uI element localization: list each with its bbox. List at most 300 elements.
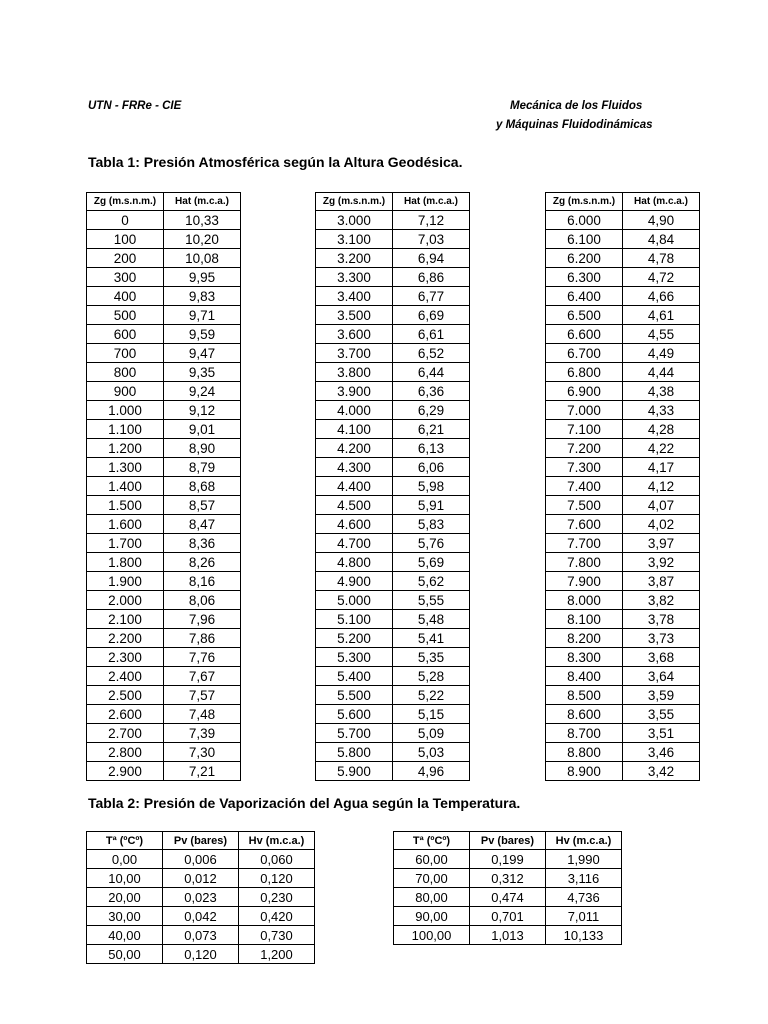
table-row (87, 869, 315, 888)
table-cell: 7,48 (164, 705, 241, 724)
table-cell: 0,230 (239, 888, 315, 907)
table-cell: 9,35 (164, 363, 241, 382)
table2-body (87, 850, 315, 964)
table-row (87, 363, 241, 382)
table-cell: 4,736 (546, 888, 622, 907)
table-cell: 7,21 (164, 762, 241, 781)
table-row (316, 325, 470, 344)
table-cell: 6.500 (546, 306, 623, 325)
table-cell: 7.200 (546, 439, 623, 458)
table-row (87, 401, 241, 420)
table-cell: 10,20 (164, 230, 241, 249)
table-cell: 3.400 (316, 287, 393, 306)
table-cell: 5,48 (393, 610, 470, 629)
table-cell: 9,95 (164, 268, 241, 287)
table-cell: 4.200 (316, 439, 393, 458)
table-cell: 8,06 (164, 591, 241, 610)
table-cell: 8.700 (546, 724, 623, 743)
col-header-hat: Hat (m.c.a.) (623, 193, 700, 211)
table-cell: 6.300 (546, 268, 623, 287)
table-row (546, 249, 700, 268)
table-cell: 7.400 (546, 477, 623, 496)
table-cell: 800 (87, 363, 164, 382)
table-cell: 5,09 (393, 724, 470, 743)
table-cell: 4.100 (316, 420, 393, 439)
table-cell: 5.400 (316, 667, 393, 686)
table-cell: 4,55 (623, 325, 700, 344)
table-cell: 8,79 (164, 458, 241, 477)
table-cell: 100 (87, 230, 164, 249)
col-header-hat: Hat (m.c.a.) (393, 193, 470, 211)
table-cell: 9,83 (164, 287, 241, 306)
table-cell: 3,55 (623, 705, 700, 724)
table-cell: 5.200 (316, 629, 393, 648)
table-row (316, 382, 470, 401)
table-cell: 4,17 (623, 458, 700, 477)
table-cell: 7,86 (164, 629, 241, 648)
table-row (87, 686, 241, 705)
table-cell: 5.900 (316, 762, 393, 781)
table-cell: 1.900 (87, 572, 164, 591)
table-row (316, 705, 470, 724)
table-cell: 5,55 (393, 591, 470, 610)
table-cell: 4,90 (623, 211, 700, 230)
table-cell: 5.000 (316, 591, 393, 610)
table-cell: 8.800 (546, 743, 623, 762)
table-cell: 30,00 (87, 907, 163, 926)
col-header-temperature: Tª (ºCº) (394, 832, 470, 850)
table-cell: 0,120 (163, 945, 239, 964)
table1-block-3 (545, 192, 700, 781)
table-cell: 4,72 (623, 268, 700, 287)
table-row (87, 667, 241, 686)
table-cell: 1.200 (87, 439, 164, 458)
table-row (87, 458, 241, 477)
table-cell: 4,28 (623, 420, 700, 439)
table-row (546, 743, 700, 762)
table-cell: 5.700 (316, 724, 393, 743)
table-row (546, 230, 700, 249)
table-row (546, 496, 700, 515)
table-cell: 0,012 (163, 869, 239, 888)
table-row (394, 869, 622, 888)
table-cell: 3,68 (623, 648, 700, 667)
table-cell: 5,91 (393, 496, 470, 515)
table-row (546, 534, 700, 553)
table-cell: 5,76 (393, 534, 470, 553)
table-cell: 9,24 (164, 382, 241, 401)
table-row (87, 705, 241, 724)
table-cell: 5.100 (316, 610, 393, 629)
table-cell: 8.100 (546, 610, 623, 629)
table-cell: 8.400 (546, 667, 623, 686)
table-cell: 4,02 (623, 515, 700, 534)
table-cell: 6.100 (546, 230, 623, 249)
table-header-row (394, 832, 622, 850)
table-row (394, 888, 622, 907)
col-header-pv: Pv (bares) (470, 832, 546, 850)
table-row (316, 724, 470, 743)
table-row (316, 515, 470, 534)
col-header-temperature: Tª (ºCº) (87, 832, 163, 850)
table-header-row (87, 832, 315, 850)
table-cell: 3.700 (316, 344, 393, 363)
table-cell: 6,86 (393, 268, 470, 287)
table-row (546, 515, 700, 534)
table-cell: 6.900 (546, 382, 623, 401)
table-row (546, 420, 700, 439)
table-cell: 4,33 (623, 401, 700, 420)
table-cell: 0,023 (163, 888, 239, 907)
table-row (546, 724, 700, 743)
table-cell: 2.200 (87, 629, 164, 648)
table-row (394, 850, 622, 869)
table-cell: 7,39 (164, 724, 241, 743)
table-cell: 3.900 (316, 382, 393, 401)
table-cell: 7,96 (164, 610, 241, 629)
table-cell: 9,12 (164, 401, 241, 420)
table-cell: 5.800 (316, 743, 393, 762)
table-cell: 3,42 (623, 762, 700, 781)
table-cell: 3,82 (623, 591, 700, 610)
table-cell: 10,133 (546, 926, 622, 945)
table-cell: 7,57 (164, 686, 241, 705)
table-cell: 3,73 (623, 629, 700, 648)
table-cell: 300 (87, 268, 164, 287)
table-row (87, 610, 241, 629)
table-cell: 5,83 (393, 515, 470, 534)
table-cell: 4,61 (623, 306, 700, 325)
table-cell: 700 (87, 344, 164, 363)
table-row (87, 534, 241, 553)
table-cell: 8.600 (546, 705, 623, 724)
table-cell: 7.000 (546, 401, 623, 420)
table-cell: 2.600 (87, 705, 164, 724)
table-cell: 1.800 (87, 553, 164, 572)
table-row (316, 268, 470, 287)
table-cell: 4,84 (623, 230, 700, 249)
table-cell: 5,15 (393, 705, 470, 724)
table-cell: 4.700 (316, 534, 393, 553)
table-row (87, 724, 241, 743)
table-cell: 6,44 (393, 363, 470, 382)
table-cell: 8,57 (164, 496, 241, 515)
table-cell: 1,990 (546, 850, 622, 869)
table-row (87, 382, 241, 401)
table-cell: 8,26 (164, 553, 241, 572)
header-left: UTN - FRRe - CIE (88, 100, 182, 112)
table-row (316, 496, 470, 515)
table-cell: 1.100 (87, 420, 164, 439)
table-cell: 7,76 (164, 648, 241, 667)
table-cell: 1.300 (87, 458, 164, 477)
table-cell: 4,49 (623, 344, 700, 363)
table-cell: 3,51 (623, 724, 700, 743)
table-cell: 4.500 (316, 496, 393, 515)
table-row (87, 945, 315, 964)
table-row (87, 344, 241, 363)
table-cell: 9,71 (164, 306, 241, 325)
table-cell: 7.700 (546, 534, 623, 553)
table-cell: 3,64 (623, 667, 700, 686)
table-row (87, 572, 241, 591)
table-cell: 3.100 (316, 230, 393, 249)
table-row (546, 439, 700, 458)
table-row (546, 686, 700, 705)
table-row (316, 344, 470, 363)
table-cell: 4,66 (623, 287, 700, 306)
table-row (87, 591, 241, 610)
table-row (316, 686, 470, 705)
table-cell: 70,00 (394, 869, 470, 888)
table1-block-1 (86, 192, 241, 781)
table-cell: 0,060 (239, 850, 315, 869)
table-row (316, 743, 470, 762)
table-cell: 600 (87, 325, 164, 344)
table-cell: 0,474 (470, 888, 546, 907)
table-row (316, 211, 470, 230)
table2-block-1 (86, 831, 315, 964)
table-cell: 6,69 (393, 306, 470, 325)
table-cell: 7.100 (546, 420, 623, 439)
table-cell: 8.300 (546, 648, 623, 667)
table-cell: 7,011 (546, 907, 622, 926)
table-header-row (316, 193, 470, 211)
table-cell: 3,97 (623, 534, 700, 553)
table-row (546, 591, 700, 610)
table-cell: 50,00 (87, 945, 163, 964)
table-row (546, 572, 700, 591)
col-header-pv: Pv (bares) (163, 832, 239, 850)
table-cell: 3,46 (623, 743, 700, 762)
table-row (546, 610, 700, 629)
table-cell: 3,92 (623, 553, 700, 572)
table-cell: 4,22 (623, 439, 700, 458)
table-cell: 8,90 (164, 439, 241, 458)
table-cell: 6,36 (393, 382, 470, 401)
table-cell: 3,87 (623, 572, 700, 591)
table-cell: 10,00 (87, 869, 163, 888)
table-cell: 1.700 (87, 534, 164, 553)
table-cell: 5,22 (393, 686, 470, 705)
table-row (316, 230, 470, 249)
table-cell: 0 (87, 211, 164, 230)
table-row (546, 648, 700, 667)
table-row (546, 458, 700, 477)
table-cell: 7.800 (546, 553, 623, 572)
table-row (546, 287, 700, 306)
table-cell: 9,01 (164, 420, 241, 439)
table-cell: 3,116 (546, 869, 622, 888)
table-row (87, 648, 241, 667)
table-cell: 6.600 (546, 325, 623, 344)
table-cell: 2.100 (87, 610, 164, 629)
table-row (87, 306, 241, 325)
table-row (316, 477, 470, 496)
table-cell: 7,67 (164, 667, 241, 686)
table-row (87, 850, 315, 869)
table-cell: 3.500 (316, 306, 393, 325)
table-cell: 5,35 (393, 648, 470, 667)
table-cell: 1.400 (87, 477, 164, 496)
table-cell: 4.400 (316, 477, 393, 496)
table-cell: 2.000 (87, 591, 164, 610)
table-cell: 6,13 (393, 439, 470, 458)
table-row (546, 363, 700, 382)
table-cell: 8.000 (546, 591, 623, 610)
table-cell: 5,41 (393, 629, 470, 648)
table-cell: 5.500 (316, 686, 393, 705)
table-cell: 1,013 (470, 926, 546, 945)
table-cell: 0,00 (87, 850, 163, 869)
table-cell: 4,96 (393, 762, 470, 781)
header-right-line1: Mecánica de los Fluidos (510, 100, 643, 112)
col-header-hv: Hv (m.c.a.) (239, 832, 315, 850)
table-cell: 0,120 (239, 869, 315, 888)
table-row (316, 762, 470, 781)
table-cell: 7.300 (546, 458, 623, 477)
table-cell: 9,59 (164, 325, 241, 344)
table-cell: 4.300 (316, 458, 393, 477)
table-row (87, 926, 315, 945)
table-cell: 2.400 (87, 667, 164, 686)
table2-block-2 (393, 831, 622, 945)
table-row (87, 287, 241, 306)
table-cell: 7.500 (546, 496, 623, 515)
table-row (316, 401, 470, 420)
table2-body (394, 850, 622, 945)
table-row (316, 534, 470, 553)
table-cell: 6.400 (546, 287, 623, 306)
table-cell: 4.900 (316, 572, 393, 591)
table-cell: 4,07 (623, 496, 700, 515)
table-row (87, 888, 315, 907)
table-cell: 9,47 (164, 344, 241, 363)
table-cell: 4,44 (623, 363, 700, 382)
table-row (87, 907, 315, 926)
table-cell: 1.000 (87, 401, 164, 420)
table-cell: 5,98 (393, 477, 470, 496)
table1-block-2 (315, 192, 470, 781)
table-cell: 60,00 (394, 850, 470, 869)
table-cell: 7,12 (393, 211, 470, 230)
table-row (87, 211, 241, 230)
table-cell: 0,420 (239, 907, 315, 926)
table-cell: 200 (87, 249, 164, 268)
table-cell: 8.500 (546, 686, 623, 705)
table-row (316, 249, 470, 268)
table-row (87, 762, 241, 781)
table-row (546, 211, 700, 230)
table-cell: 7.600 (546, 515, 623, 534)
table-cell: 6.700 (546, 344, 623, 363)
table-cell: 2.500 (87, 686, 164, 705)
table-row (316, 287, 470, 306)
table-cell: 7,03 (393, 230, 470, 249)
header-right-line2: y Máquinas Fluidodinámicas (496, 119, 653, 131)
table-cell: 0,701 (470, 907, 546, 926)
table-cell: 0,312 (470, 869, 546, 888)
table-cell: 5,03 (393, 743, 470, 762)
table-cell: 40,00 (87, 926, 163, 945)
table-row (546, 762, 700, 781)
table-cell: 0,199 (470, 850, 546, 869)
table-cell: 6,61 (393, 325, 470, 344)
table-row (546, 325, 700, 344)
table-cell: 3.300 (316, 268, 393, 287)
table-row (87, 439, 241, 458)
table-cell: 3,78 (623, 610, 700, 629)
table-cell: 6.800 (546, 363, 623, 382)
table-row (87, 249, 241, 268)
table-row (546, 667, 700, 686)
table-row (316, 439, 470, 458)
table-cell: 5,28 (393, 667, 470, 686)
table-cell: 500 (87, 306, 164, 325)
table-row (87, 496, 241, 515)
table-row (316, 667, 470, 686)
table-cell: 1,200 (239, 945, 315, 964)
table1-title: Tabla 1: Presión Atmosférica según la Altura Geodésica. (88, 154, 463, 170)
table-row (546, 268, 700, 287)
table-cell: 8,68 (164, 477, 241, 496)
table-cell: 8.200 (546, 629, 623, 648)
table-cell: 6,94 (393, 249, 470, 268)
col-header-zg: Zg (m.s.n.m.) (316, 193, 393, 211)
table-cell: 2.700 (87, 724, 164, 743)
table-cell: 10,33 (164, 211, 241, 230)
table-cell: 6,06 (393, 458, 470, 477)
table-cell: 100,00 (394, 926, 470, 945)
table-cell: 4.800 (316, 553, 393, 572)
table-row (546, 382, 700, 401)
table-row (546, 553, 700, 572)
table-cell: 4,12 (623, 477, 700, 496)
table-row (316, 363, 470, 382)
table-row (87, 420, 241, 439)
table-row (546, 306, 700, 325)
table-cell: 80,00 (394, 888, 470, 907)
table-cell: 6,77 (393, 287, 470, 306)
table-cell: 20,00 (87, 888, 163, 907)
table-row (316, 591, 470, 610)
table-row (87, 743, 241, 762)
table1-body (87, 211, 241, 781)
table-cell: 0,006 (163, 850, 239, 869)
col-header-zg: Zg (m.s.n.m.) (546, 193, 623, 211)
table-row (316, 610, 470, 629)
table2-title: Tabla 2: Presión de Vaporización del Agua según la Temperatura. (88, 795, 521, 811)
table-header-row (546, 193, 700, 211)
table-cell: 3.600 (316, 325, 393, 344)
table-cell: 5.300 (316, 648, 393, 667)
table-cell: 2.800 (87, 743, 164, 762)
table-cell: 6,21 (393, 420, 470, 439)
table-row (546, 344, 700, 363)
table-cell: 0,730 (239, 926, 315, 945)
table-cell: 90,00 (394, 907, 470, 926)
table-row (87, 230, 241, 249)
table-cell: 8,47 (164, 515, 241, 534)
col-header-zg: Zg (m.s.n.m.) (87, 193, 164, 211)
table-row (546, 401, 700, 420)
table-cell: 4.600 (316, 515, 393, 534)
table-cell: 10,08 (164, 249, 241, 268)
col-header-hat: Hat (m.c.a.) (164, 193, 241, 211)
table-cell: 6.000 (546, 211, 623, 230)
table-cell: 400 (87, 287, 164, 306)
table-row (87, 325, 241, 344)
